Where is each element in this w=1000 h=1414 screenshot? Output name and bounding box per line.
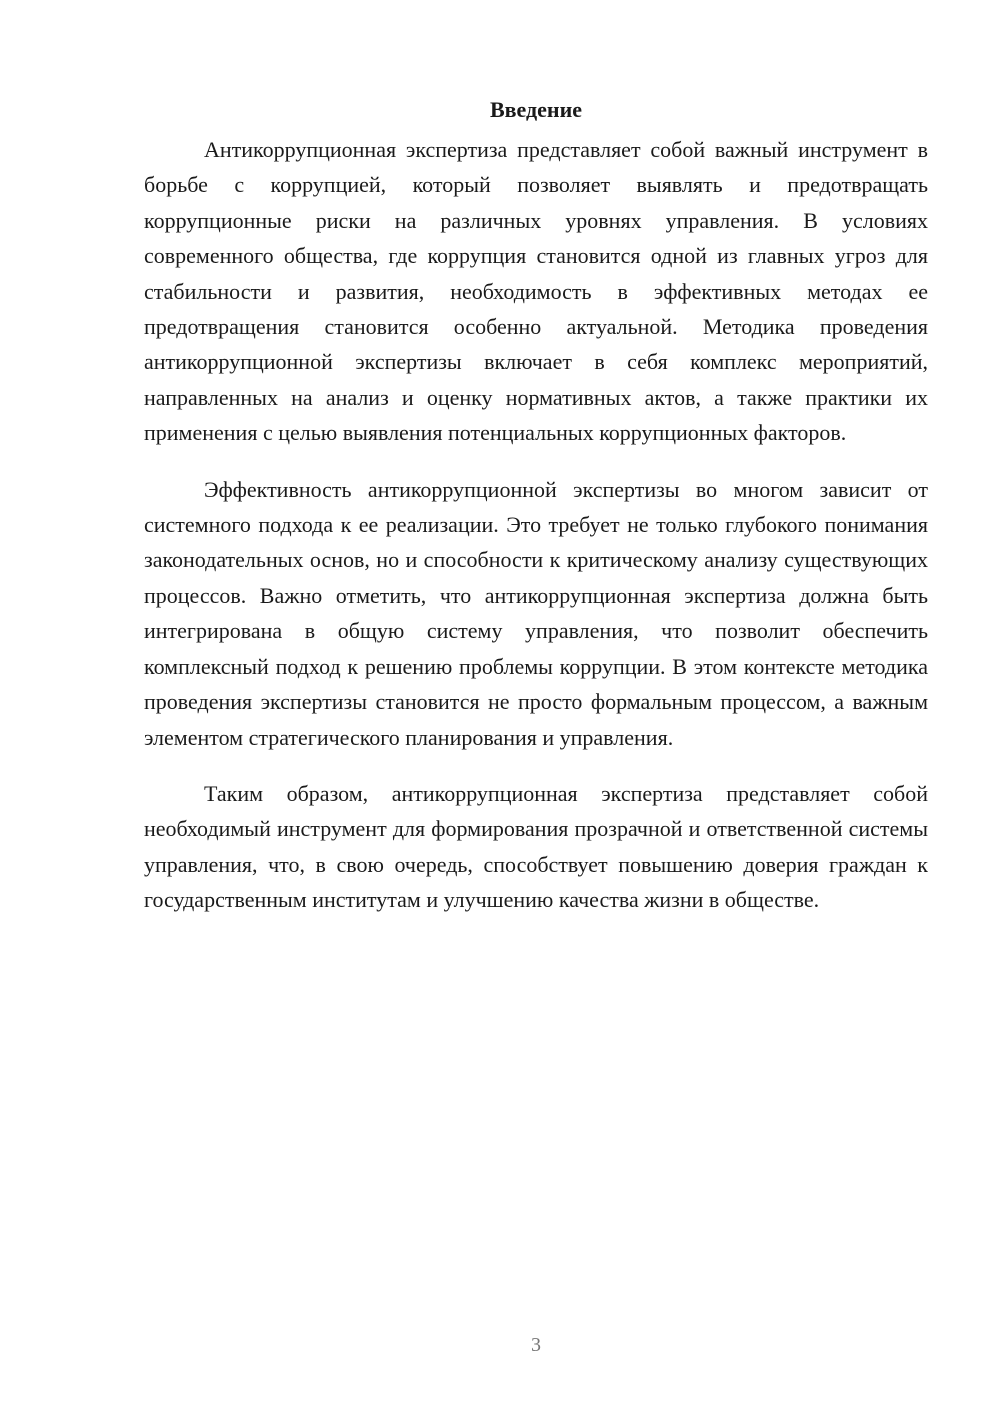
paragraph-3: Таким образом, антикоррупционная экспертиза представляет собой необходимый инструмент для формирования прозрачной и ответственной системы управления, что, в свою очередь, способствует повышению доверия граждан к государственным институтам и улучшению качества жизни в обществе. (144, 780, 928, 913)
paragraph-2: Эффективность антикоррупционной экспертизы во многом зависит от системного подхода к ее реализации. Это требует не только глубокого понимания законодательных основ, но и способности к критическому анализу существующих процессов. Важно отметить, что антикоррупционная экспертиза должна быть интегрирована в общую систему управления, что позволит обеспечить комплексный подход к решению проблемы коррупции. В этом контексте методика проведения экспертизы становится не просто формальным процессом, а важным элементом стратегического планирования и управления. (144, 476, 928, 750)
document-page (144, 92, 928, 918)
paragraph-1: Антикоррупционная экспертиза представляет собой важный инструмент в борьбе с коррупцией, который позволяет выявлять и предотвращать коррупционные риски на различных уровнях управления. В условиях современного общества, где коррупция становится одной из главных угроз для стабильности и развития, необходимость в эффективных методах ее предотвращения становится особенно актуальной. Методика проведения антикоррупционной экспертизы включает в себя комплекс мероприятий, направленных на анализ и оценку нормативных актов, а также практики их применения с целью выявления потенциальных коррупционных факторов. (144, 137, 928, 446)
section-title: Введение (489, 97, 583, 122)
page-number: 3 (531, 1334, 541, 1356)
